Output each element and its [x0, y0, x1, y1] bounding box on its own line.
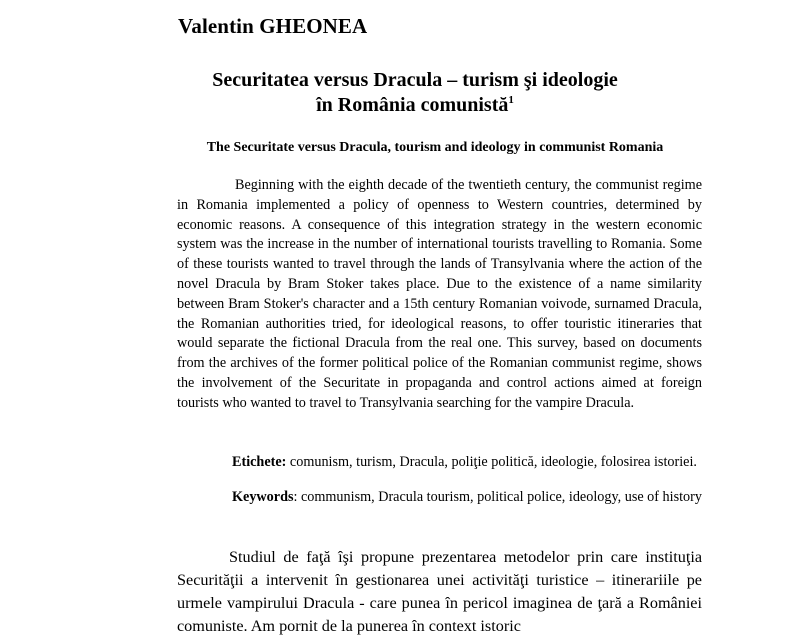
article-title-line-2 — [150, 93, 680, 118]
article-title-line-1: Securitatea versus Dracula – turism şi ideologie — [212, 69, 618, 91]
keywords-romanian-text: comunism, turism, Dracula, poliţie politică, ideologie, folosirea istoriei. — [286, 454, 697, 470]
footnote-marker: 1 — [508, 94, 514, 106]
english-title: The Securitate versus Dracula, tourism and ideology in communist Romania — [206, 140, 664, 155]
keywords-romanian-label: Etichete: — [232, 454, 287, 470]
keywords-english-text: : communism, Dracula tourism, political police, ideology, use of history — [293, 489, 702, 505]
body-paragraph: Studiul de faţă îşi propune prezentarea metodelor prin care instituţia Securităţii a intervenit în gestionarea unei activităţi turistice – itinerariile pe urmele vampirului Dracula - care punea în pericol imaginea de ţară a României comuniste. Am pornit de la punerea în context istoric — [177, 548, 702, 635]
keywords-english-label: Keywords — [232, 489, 294, 505]
keywords-romanian — [177, 453, 702, 473]
keywords-english — [177, 488, 702, 508]
article-title-text: în România comunistă — [316, 94, 509, 116]
abstract-paragraph: Beginning with the eighth decade of the twentieth century, the communist regime in Romania implemented a policy of openness to Western countries, determined by economic reasons. A consequence of this integration strategy in the western economic system was the increase in the number of international tourists travelling to Romania. Some of these tourists wanted to travel through the lands of Transylvania where the action of the novel Dracula by Bram Stoker takes place. Due to the existence of a name similarity between Bram Stoker's character and a 15th century Romanian voivode, surnamed Dracula, the Romanian authorities tried, for ideological reasons, to offer touristic itineraries that would separate the fictional Dracula from the real one. This survey, based on documents from the archives of the former political police of the Romanian communist regime, shows the involvement of the Securitate in propaganda and control actions aimed at foreign tourists who wanted to travel to Transylvania searching for the vampire Dracula. — [177, 177, 702, 411]
author-name: Valentin GHEONEA — [178, 14, 368, 38]
